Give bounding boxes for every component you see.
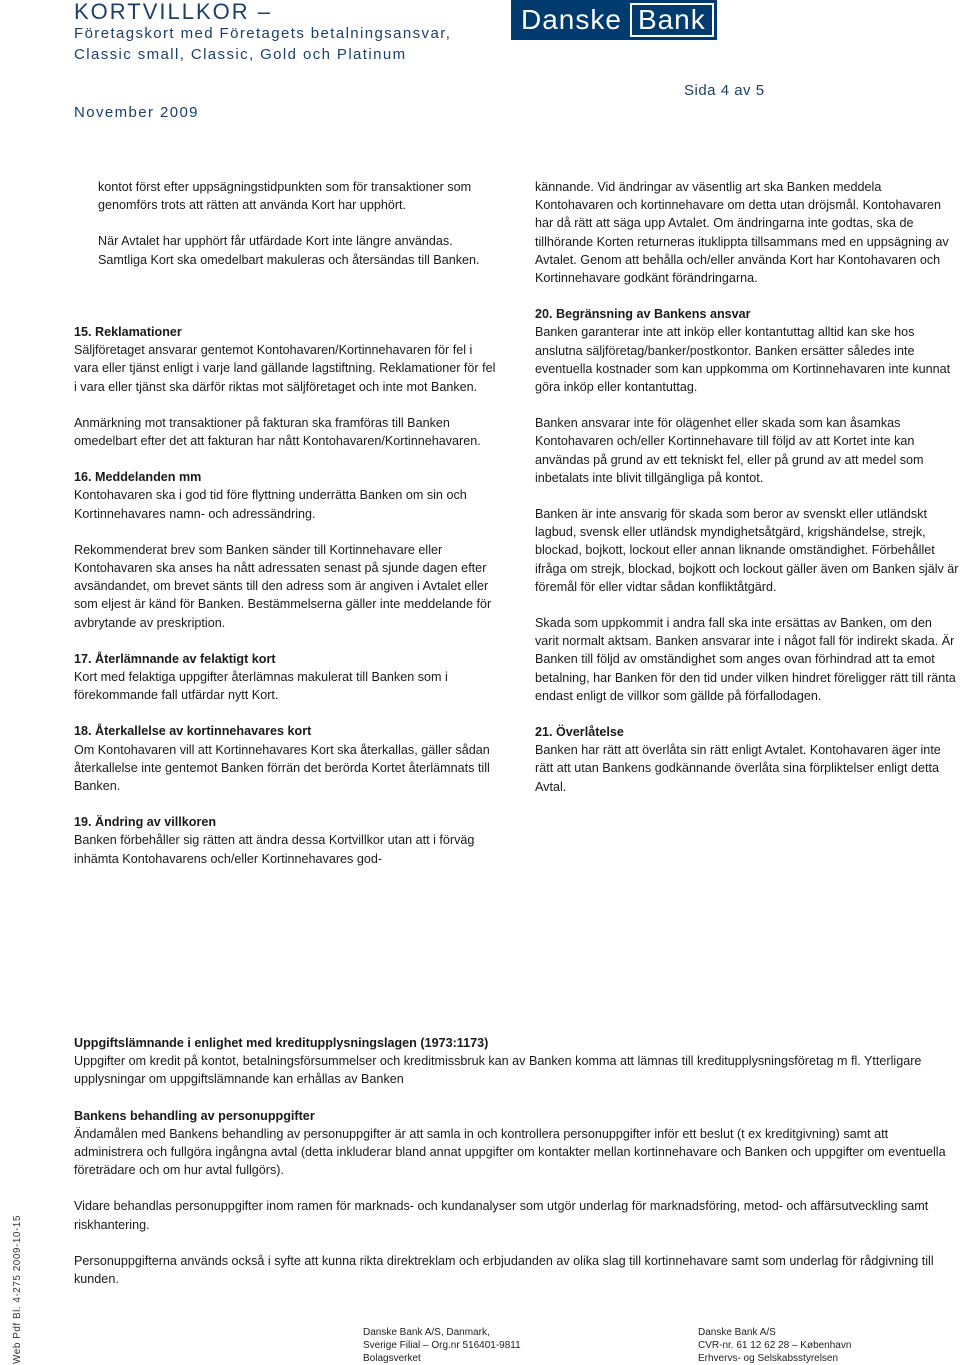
section-heading: Uppgiftslämnande i enlighet med kreditupplysningslagen (1973:1173): [74, 1036, 489, 1050]
document-subtitle: Företagskort med Företagets betalningsansvar, Classic small, Classic, Gold och Platinum: [74, 25, 452, 63]
section-heading: 15. Reklamationer: [74, 325, 182, 339]
footer-line: Danske Bank A/S: [698, 1327, 776, 1338]
danske-bank-logo: [511, 0, 768, 40]
section-heading: Bankens behandling av personuppgifter: [74, 1108, 315, 1123]
paragraph: kännande. Vid ändringar av väsentlig art ska Banken meddela Kontohavaren och kortinnehavare om detta utan dröjsmål. Kontohavaren har då rätt att säga upp Avtalet. Om ändringarna inte godtas, ska de tillhörande Korten returneras ituklippta tillsammans med en uppsägning av Avtalet. Genom att behålla och/eller använda Kort har Kontohavaren och Kortinnehavare godkänt förändringarna.: [535, 180, 949, 286]
paragraph: Om Kontohavaren vill att Kortinnehavares Kort ska återkallas, gäller sådan återkallelse inte gentemot Banken förrän det berörda Kortet återlämnats till Banken.: [74, 742, 490, 794]
paragraph: Banken är inte ansvarig för skada som beror av svenskt eller utländskt lagbud, svensk eller utländsk myndighetsåtgärd, krigshändelse, strejk, blockad, bojkott, lockout eller annan liknande omständighet. Förbehållet ifråga om strejk, blockad, bojkott och lockout gäller även om Banken själv är föremål för eller vidtar sådan konfliktåtgärd.: [535, 507, 959, 594]
left-continuation: [98, 178, 500, 269]
section-heading: 16. Meddelanden mm: [74, 470, 202, 485]
form-code: Web Pdf Bl. 4-275 2009-10-15: [12, 1215, 23, 1364]
footer-address-se: [363, 1326, 521, 1365]
footer-line: Bolagsverket: [363, 1353, 421, 1364]
paragraph: Skada som uppkommit i andra fall ska inte ersättas av Banken, om den varit normalt aktsam. Banken ansvarar inte i något fall för indirekt skada. Är Banken till följd av omständighet som anges ovan förhindrad att ta emot betalning, har Banken för den tid under vilken hindret föreligger rätt till ränta endast enligt de villkor som gällde på förfallodagen.: [535, 616, 956, 703]
logo-text-danske: Danske: [511, 0, 630, 40]
paragraph: Ändamålen med Bankens behandling av personuppgifter är att samla in och kontrollera personuppgifter inför ett beslut (t ex kreditgivning) samt att administrera och fullgöra ingångna avtal (detta inkluderar bland annat uppgifter om kontakter mellan kortinnehavare och Banken och uppgifter om eventuella företrädare och om hur avtal fullgörs).: [74, 1126, 946, 1178]
paragraph: Banken garanterar inte att inköp eller kontantuttag alltid kan ske hos anslutna säljföretag/banker/postkontor. Banken ersätter således inte eventuella kostnader som kan uppkomma om Kortinnehavaren inte kunnat göra inköp eller kontantuttag.: [535, 325, 951, 395]
paragraph: Banken ansvarar inte för olägenhet eller skada som kan åsamkas Kontohavaren och/eller Kortinnehavare till följd av att Kortet inte kan användas på grund av ett tekniskt fel, eller på grund av att medel som inbetalats inte blivit tillgängliga på kontot.: [535, 416, 924, 485]
logo-text-bank: Bank: [630, 3, 714, 37]
section-heading: 20. Begränsning av Bankens ansvar: [535, 307, 751, 322]
footer-line: CVR-nr. 61 12 62 28 – København: [698, 1340, 852, 1351]
paragraph: Personuppgifterna används också i syfte att kunna rikta direktreklam och erbjudanden av olika slag till kortinnehavare samt som underlag för rådgivning till kunden.: [74, 1253, 934, 1287]
paragraph: Kontohavaren ska i god tid före flyttning underrätta Banken om sin och Kortinnehavares namn- och adressändring.: [74, 488, 467, 521]
footer-address-dk: [698, 1326, 851, 1365]
section-heading: 18. Återkallelse av kortinnehavares kort: [74, 724, 312, 739]
paragraph: kontot först efter uppsägningstidpunkten som för transaktioner som genomförs trots att rätten att använda Kort har upphört.: [98, 180, 472, 213]
paragraph: Rekommenderat brev som Banken sänder till Kortinnehavare eller Kontohavaren ska anses ha nått adressaten senast på sjunde dagen efter avsändandet, om brevet sänts till den adress som är angiven i Avtalet eller som eljest är känd för Banken. Bestämmelserna gäller inte meddelande för avbrytande av preskription.: [74, 542, 492, 630]
section-heading: 21. Överlåtelse: [535, 725, 624, 740]
footer-line: Sverige Filial – Org.nr 516401-9811: [363, 1340, 521, 1351]
paragraph: Banken har rätt att överlåta sin rätt enligt Avtalet. Kontohavaren äger inte rätt att utan Bankens godkännande överlåta sina förpliktelser enligt detta Avtal.: [535, 743, 941, 794]
section-heading: 17. Återlämnande av felaktigt kort: [74, 651, 276, 666]
footer-line: Erhvervs- og Selskabsstyrelsen: [698, 1353, 839, 1364]
section-heading: 19. Ändring av villkoren: [74, 815, 217, 830]
paragraph: Banken förbehåller sig rätten att ändra dessa Kortvillkor utan att i förväg inhämta Kontohavarens och/eller Kortinnehavares god-: [74, 833, 475, 866]
bottom-section: [74, 1034, 954, 1288]
document-date: November 2009: [74, 104, 199, 121]
paragraph: När Avtalet har upphört får utfärdade Kort inte längre användas. Samtliga Kort ska omedelbart makuleras och återsändas till Banken.: [98, 234, 480, 267]
paragraph: Vidare behandlas personuppgifter inom ramen för marknads- och kundanalyser som utgör underlag för marknadsföring, metod- och affärsutveckling samt riskhantering.: [74, 1199, 929, 1232]
right-sections: [535, 178, 959, 796]
paragraph: Kort med felaktiga uppgifter återlämnas makulerat till Banken som i förekommande fall utfärdar nytt Kort.: [74, 670, 448, 703]
paragraph: Anmärkning mot transaktioner på fakturan ska framföras till Banken omedelbart efter det att fakturan har nått Kontohavaren/Kortinnehavaren.: [74, 415, 481, 449]
paragraph: Säljföretaget ansvarar gentemot Kontohavaren/Kortinnehavaren för fel i vara eller tjänst enligt i varje land gällande lagstiftning. Reklamationer för fel i vara eller tjänst ska därför riktas mot säljföretaget och inte mot Banken.: [74, 343, 496, 394]
footer-line: Danske Bank A/S, Danmark,: [363, 1327, 490, 1338]
paragraph: Uppgifter om kredit på kontot, betalningsförsummelser och kreditmissbruk kan av Banken komma att lämnas till kreditupplysningsföretag m fl. Ytterligare upplysningar om uppgiftslämnande kan erhållas av Banken: [74, 1054, 922, 1087]
page-number: Sida 4 av 5: [684, 82, 765, 99]
left-sections: [74, 323, 500, 868]
document-title: KORTVILLKOR –: [74, 0, 272, 24]
